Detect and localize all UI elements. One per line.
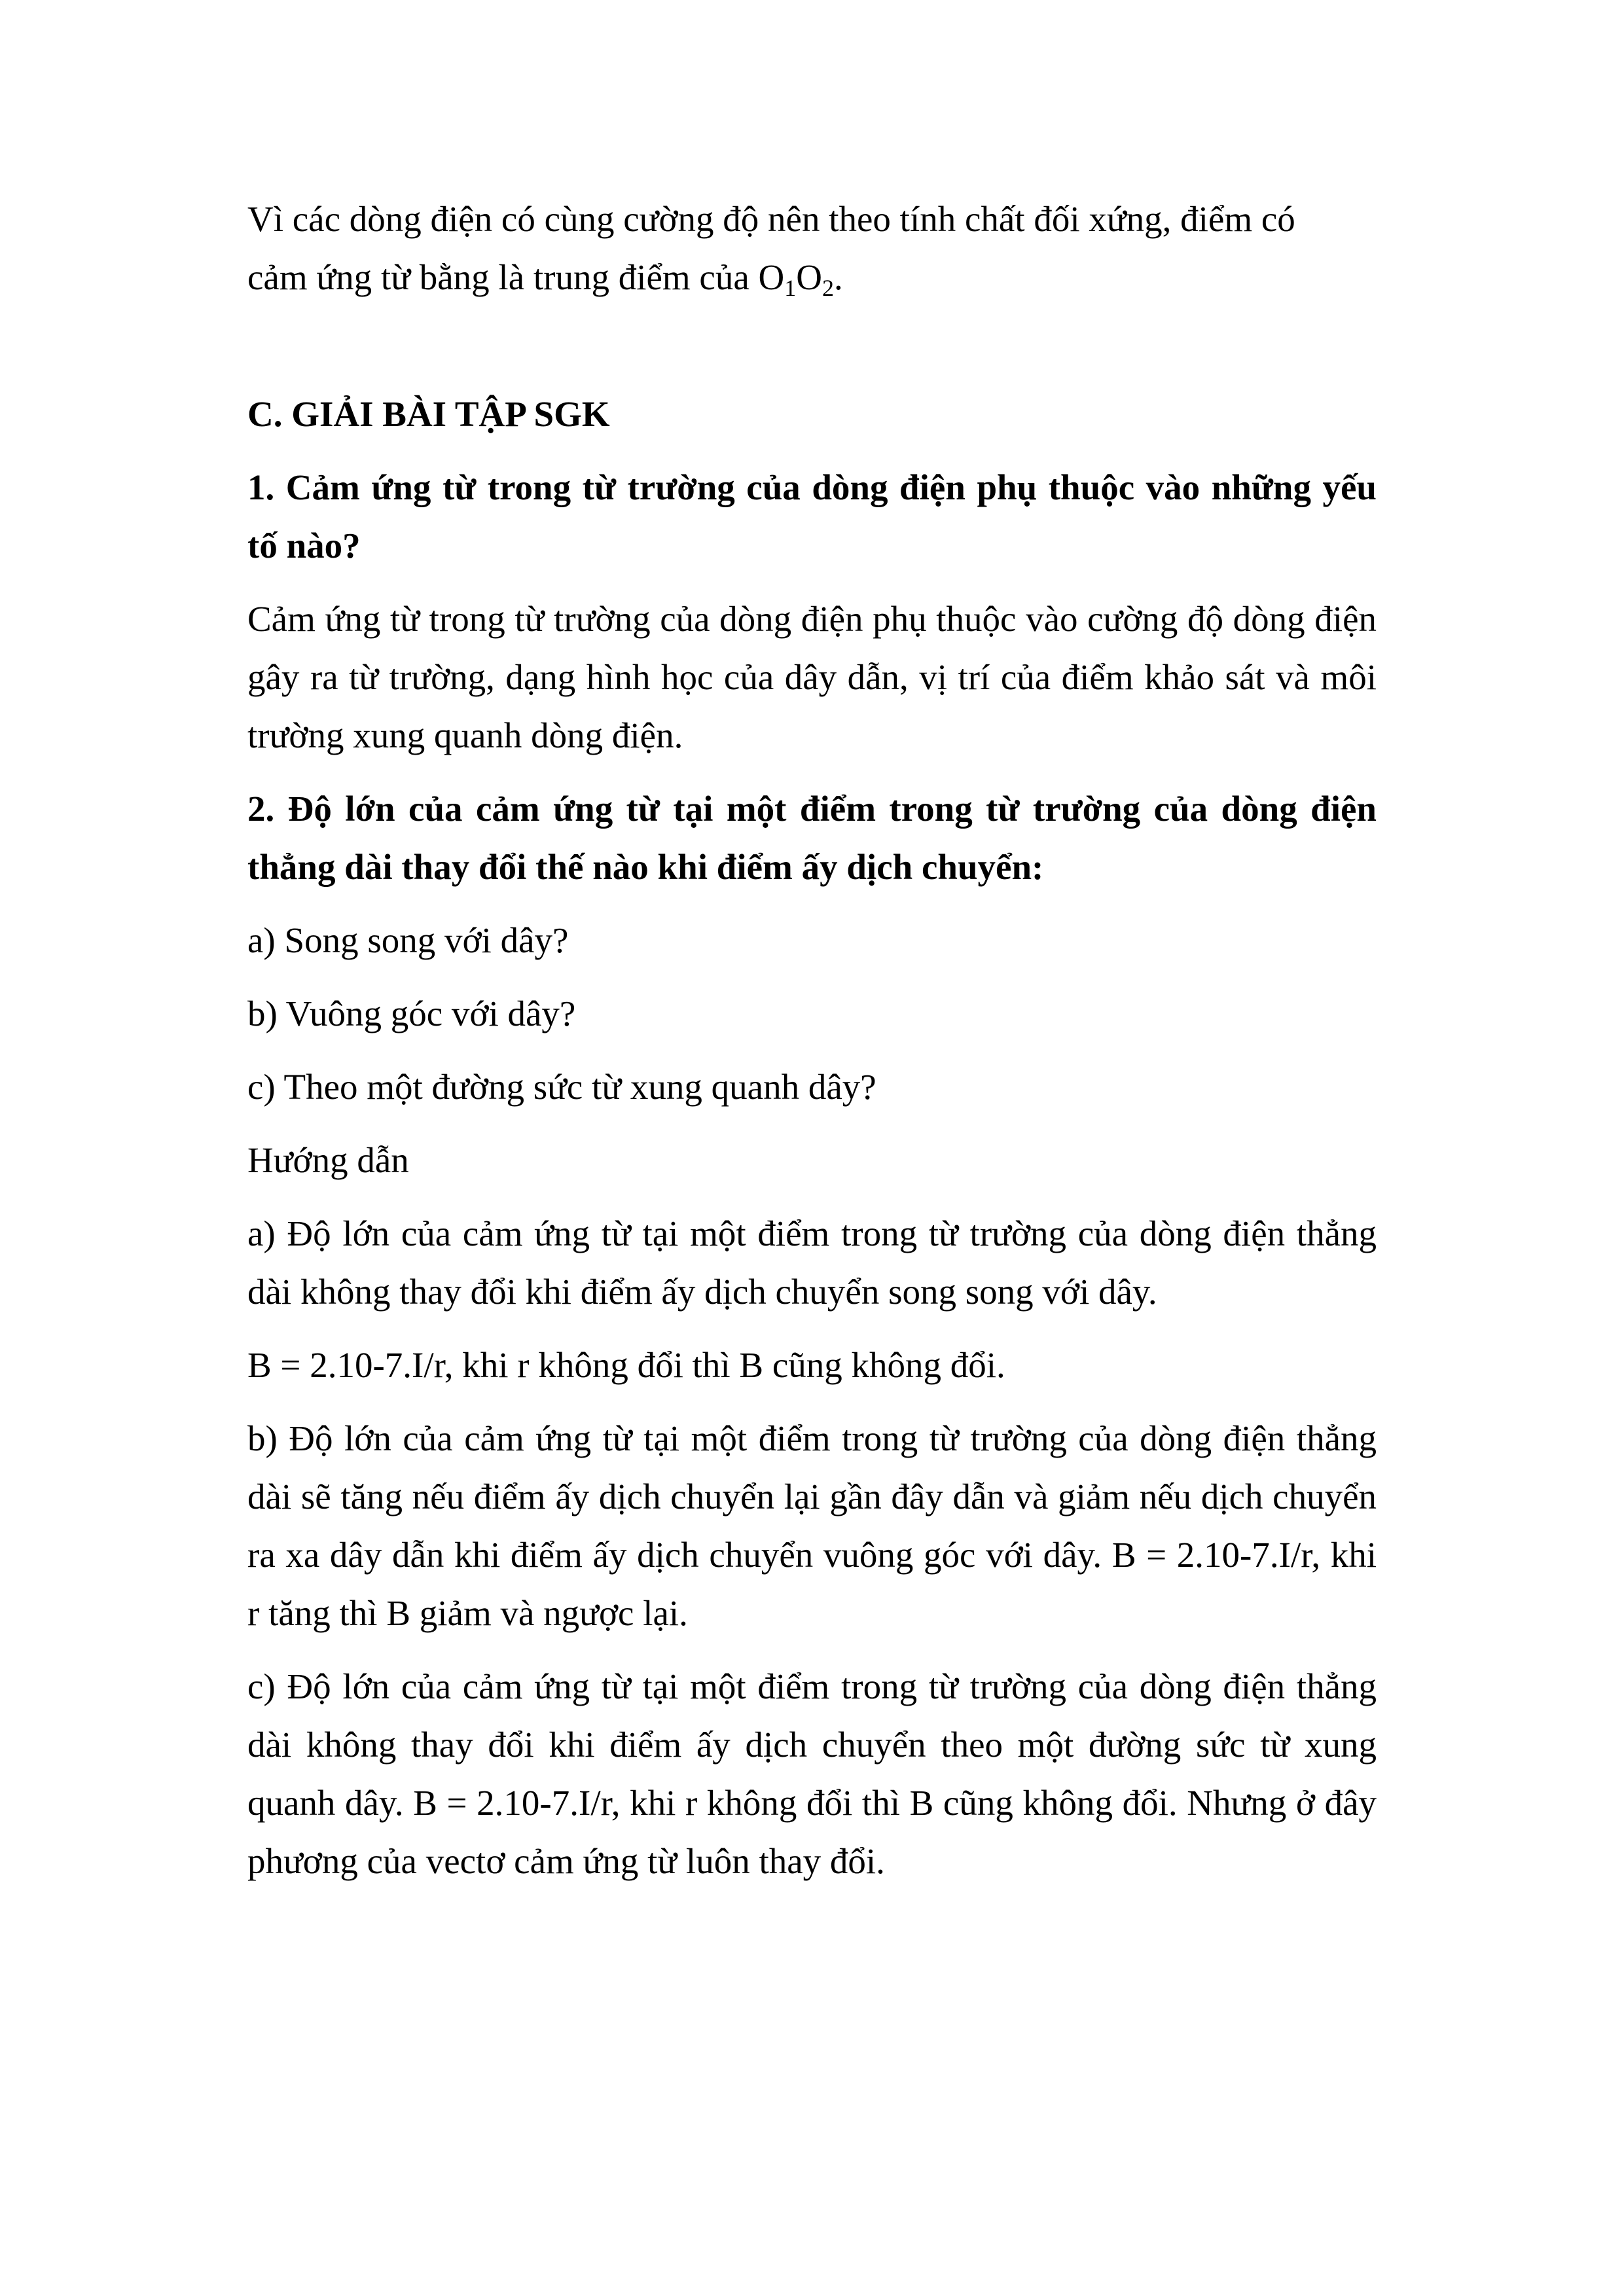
formula-b: B = 2.10-7.I/r, khi r tăng thì B giảm và ngược lại. (247, 1535, 1377, 1633)
o1-base: O (758, 257, 785, 297)
section-title: C. GIẢI BÀI TẬP SGK (247, 394, 610, 434)
guide-label: Hướng dẫn (247, 1140, 409, 1180)
option-c: c) Theo một đường sức từ xung quanh dây? (247, 1067, 876, 1107)
question-2: 2. Độ lớn của cảm ứng từ tại một điểm trong từ trường của dòng điện thẳng dài thay đổi thế nào khi điểm ấy dịch chuyển: (247, 789, 1377, 887)
intro-paragraph (247, 190, 1377, 306)
formula-a: B = 2.10-7.I/r, khi r không đổi thì B cũng không đổi. (247, 1345, 1005, 1385)
o2-subscript: 2 (821, 275, 834, 301)
answer-b-text: b) Độ lớn của cảm ứng từ tại một điểm trong từ trường của dòng điện thẳng dài sẽ tăng nếu điểm ấy dịch chuyển lại gần đây dẫn và giảm nếu dịch chuyển ra xa dây dẫn khi điểm ấy dịch chuyển vuông góc với dây. (247, 1418, 1377, 1575)
intro-line-2-suffix: . (833, 257, 843, 297)
document-page (247, 190, 1377, 1890)
question-1: 1. Cảm ứng từ trong từ trường của dòng điện phụ thuộc vào những yếu tố nào? (247, 467, 1377, 565)
intro-line-2-prefix: cảm ứng từ bằng là trung điểm của (247, 257, 759, 297)
o1-subscript: 1 (784, 275, 797, 301)
answer-b (247, 1409, 1377, 1642)
intro-line-1: Vì các dòng điện có cùng cường độ nên theo tính chất đối xứng, điểm có (247, 199, 1295, 239)
answer-1: Cảm ứng từ trong từ trường của dòng điện phụ thuộc vào cường độ dòng điện gây ra từ trường, dạng hình học của dây dẫn, vị trí của điểm khảo sát và môi trường xung quanh dòng điện. (247, 599, 1377, 755)
answer-a: a) Độ lớn của cảm ứng từ tại một điểm trong từ trường của dòng điện thẳng dài không thay đổi khi điểm ấy dịch chuyển song song với dây. (247, 1213, 1377, 1312)
option-a: a) Song song với dây? (247, 920, 569, 960)
o2-base: O (796, 257, 822, 297)
option-b: b) Vuông góc với dây? (247, 994, 576, 1033)
answer-c: c) Độ lớn của cảm ứng từ tại một điểm trong từ trường của dòng điện thẳng dài không thay đổi khi điểm ấy dịch chuyển theo một đường sức từ xung quanh dây. B = 2.10-7.I/r, khi r không đổi thì B cũng không đổi. Nhưng ở đây phương của vectơ cảm ứng từ luôn thay đổi. (247, 1666, 1377, 1881)
